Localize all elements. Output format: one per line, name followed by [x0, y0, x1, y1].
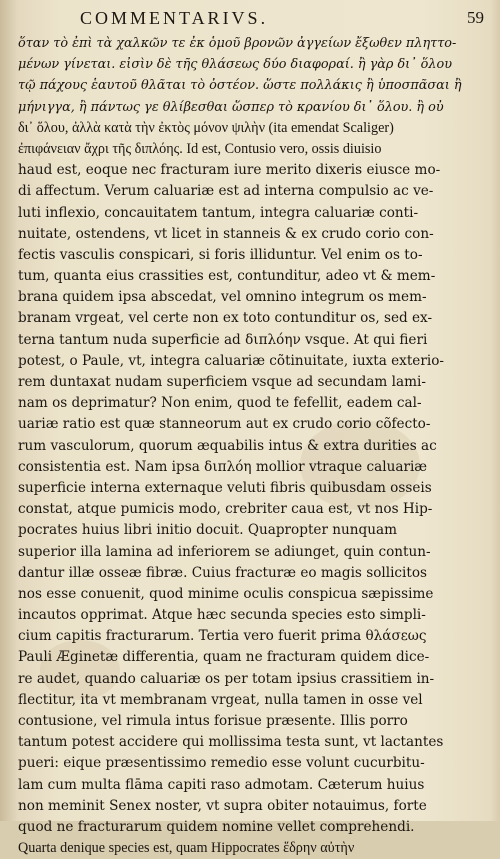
text-line: tum, quanta eius crassities est, contunditur, adeo vt & mem- — [18, 268, 436, 285]
running-head: COMMENTARIVS. — [80, 8, 269, 28]
text-line: re audet, quando caluariæ os per totam ipsius crassitiem in- — [18, 670, 435, 687]
text-line: ἐπιφάνειαν ἄχρι τῆς διπλόης. Id est, Contusio vero, ossis diuisio — [18, 140, 382, 157]
text-line: rem duntaxat nudam superficiem vsque ad secundam lami- — [18, 374, 426, 390]
page-header — [80, 8, 486, 30]
text-line: Quarta denique species est, quam Hippocrates ἕδρην αὐτὴν — [18, 840, 355, 857]
text-line: consistentia est. Nam ipsa διπλόη mollior vtraque caluariæ — [18, 458, 428, 475]
text-line: tantum potest accidere qui mollissima testa sunt, vt lactantes — [18, 734, 444, 751]
text-line: haud est, eoque nec fracturam iure merito dixeris eiusce mo- — [18, 162, 441, 179]
text-line: terna tantum nuda superficie ad διπλόην vsque. At qui fieri — [18, 331, 428, 348]
text-line: cium capitis fracturarum. Tertia vero fuerit prima θλάσεως — [18, 628, 427, 645]
text-line: ὅταν τὸ ἐπὶ τὰ χαλκῶν τε ἐκ ὁμοῦ βρονῶν ἀγγείων ἔξωθεν πληττο- — [18, 36, 457, 51]
text-line: non meminit Senex noster, vt supra obiter notauimus, forte — [18, 797, 427, 814]
text-line: brana quidem ipsa abscedat, vel omnino integrum os mem- — [18, 289, 427, 306]
text-line: flectitur, ita vt membranam vrgeat, nulla tamen in osse vel — [18, 691, 423, 708]
text-line: nuitate, ostendens, vt licet in stanneis & ex crudo corio con- — [18, 225, 434, 242]
text-line: rum vasculorum, quorum æquabilis intus & extra durities ac — [18, 437, 437, 454]
text-line: dantur illæ osseæ fibræ. Cuius fracturæ eo magis sollicitos — [18, 564, 428, 581]
text-line: nos esse conuenit, quod minime oculis conspicua sæpissime — [18, 585, 434, 602]
text-line: superior illa lamina ad inferiorem se adiunget, quin contun- — [18, 543, 431, 560]
text-line: fectis vasculis conspicari, si foris illiduntur. Vel enim os to- — [18, 246, 423, 263]
text-line: superficie interna externaque veluti fibris quibusdam osseis — [18, 479, 432, 496]
text-line: constat, atque pumicis modo, crebriter caua est, vt nos Hip- — [18, 501, 433, 518]
text-line: lam cum multa flāma capiti raso admotam. Cæterum huius — [18, 776, 425, 793]
text-line: Pauli Æginetæ differentia, quam ne fracturam quidem dice- — [18, 649, 430, 666]
text-line: di affectum. Verum caluariæ est ad interna compulsio ac ve- — [18, 183, 434, 200]
text-line: pueri: eique præsentissimo remedio esse volunt cucurbitu- — [18, 755, 425, 772]
text-line: potest, o Paule, vt, integra caluariæ cõtinuitate, iuxta exterio- — [18, 352, 444, 369]
page-number: 59 — [467, 8, 484, 27]
text-line: branam vrgeat, vel certe non ex toto contunditur os, sed ex- — [18, 310, 433, 327]
text-line: pocrates huius libri initio docuit. Quapropter nunquam — [18, 522, 397, 539]
text-line: τῷ πάχους ἑαυτοῦ θλᾶται τὸ ὀστέον. ὥστε πολλάκις ἢ ὑποσπᾶσαι ἢ — [18, 78, 462, 94]
text-line: quod ne fracturarum quidem nomine vellet comprehendi. — [18, 818, 415, 835]
text-line: uariæ ratio est quæ stanneorum aut ex crudo corio cõfecto- — [18, 416, 431, 433]
body-text — [18, 33, 488, 859]
text-line: nam os deprimatur? Non enim, quod te fefellit, eadem cal- — [18, 395, 422, 412]
text-line: μήνιγγα, ἢ πάντως γε θλίβεσθαι ὥσπερ τὸ κρανίου δι᾽ ὅλου. ἢ οὐ — [18, 99, 444, 115]
text-line: incautos opprimat. Atque hæc secunda species esto simpli- — [18, 607, 426, 624]
text-line: luti inflexio, concauitatem tantum, integra caluariæ conti- — [18, 204, 419, 221]
text-line: δι᾽ ὅλου, ἀλλὰ κατὰ τὴν ἐκτὸς μόνον ψιλὴν (ita emendat Scaliger) — [18, 119, 394, 136]
text-line: contusione, vel rimula intus forisue præsente. Illis porro — [18, 713, 408, 729]
text-line: μένων γίνεται. εἰσὶν δὲ τῆς θλάσεως δύο διαφοραί. ἢ γὰρ δι᾽ ὅλου — [18, 57, 452, 73]
